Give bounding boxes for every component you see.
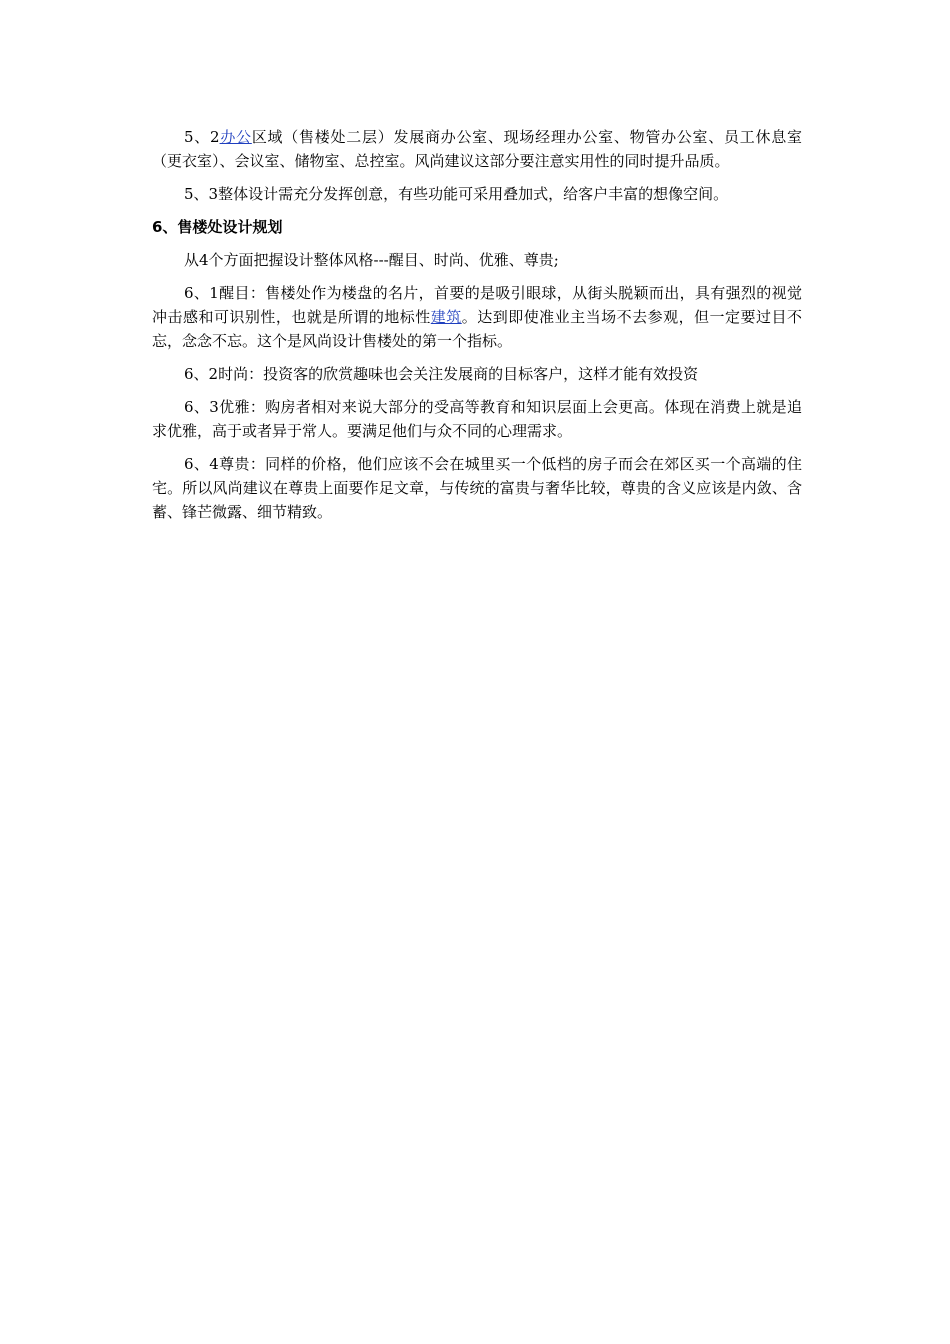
paragraph-6-1 — [152, 281, 802, 353]
paragraph-5-2-text: 区域（售楼处二层）发展商办公室、现场经理办公室、物管办公室、员工休息室（更衣室）、会议室、储物室、总控室。风尚建议这部分要注意实用性的同时提升品质。 — [152, 128, 802, 170]
paragraph-5-2 — [152, 125, 802, 173]
paragraph-5-2-prefix: 5、2 — [184, 128, 220, 146]
paragraph-6-1-text: 。达到即使准业主当场不去参观，但一定要过目不忘，念念不忘。这个是风尚设计售楼处的第一个指标。 — [152, 308, 802, 350]
document-body — [152, 125, 802, 533]
paragraph-6-3: 6、3优雅：购房者相对来说大部分的受高等教育和知识层面上会更高。体现在消费上就是追求优雅，高于或者异于常人。要满足他们与众不同的心理需求。 — [152, 398, 802, 440]
paragraph-6-4: 6、4尊贵：同样的价格，他们应该不会在城里买一个低档的房子而会在郊区买一个高端的住宅。所以风尚建议在尊贵上面要作足文章，与传统的富贵与奢华比较，尊贵的含义应该是内敛、含蓄、锋芒微露、细节精致。 — [152, 455, 802, 521]
paragraph-5-3: 5、3整体设计需充分发挥创意，有些功能可采用叠加式，给客户丰富的想像空间。 — [184, 185, 729, 203]
section-6-heading: 6、售楼处设计规划 — [152, 218, 283, 236]
architecture-link[interactable]: 建筑 — [430, 308, 462, 326]
office-link[interactable]: 办公 — [219, 128, 252, 146]
paragraph-6-intro: 从4个方面把握设计整体风格---醒目、时尚、优雅、尊贵; — [184, 251, 559, 269]
paragraph-6-2: 6、2时尚：投资客的欣赏趣味也会关注发展商的目标客户，这样才能有效投资 — [184, 365, 699, 383]
paragraph-6-1-prefix: 6、1醒目：售楼处作为楼盘的名片，首要的是吸引眼球，从街头脱颖而出，具有强烈的视觉冲击感和可识别性，也就是所谓的地标性 — [152, 284, 802, 326]
